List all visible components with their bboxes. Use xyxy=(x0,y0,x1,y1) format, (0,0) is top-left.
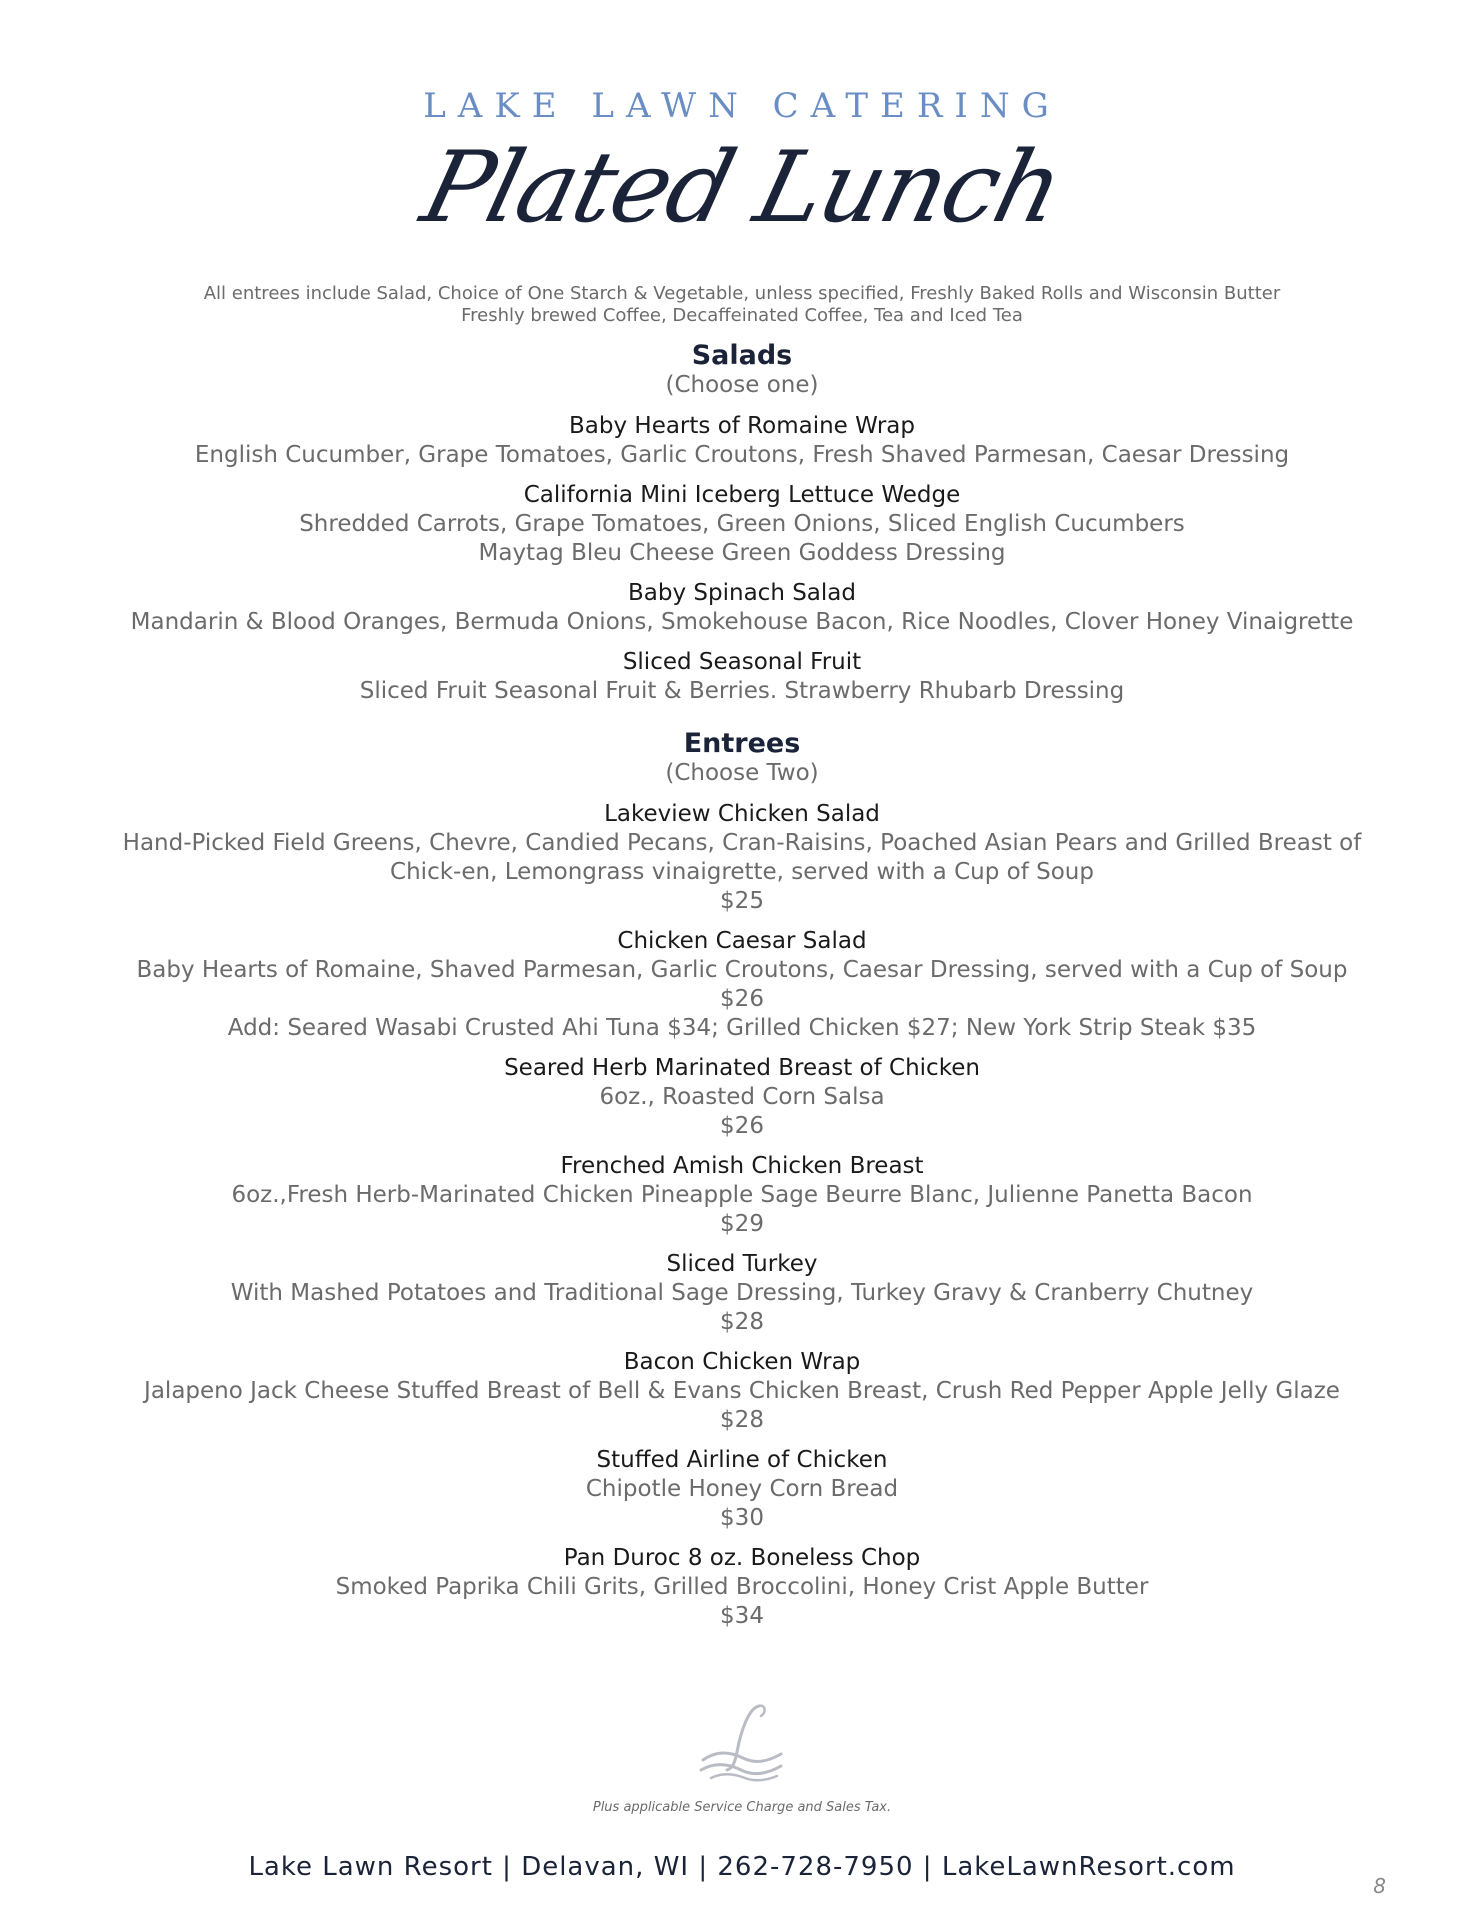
item-name: Lakeview Chicken Salad xyxy=(604,801,880,827)
intro-line: All entrees include Salad, Choice of One Starch & Vegetable, unless specified, Freshly Baked Rolls and Wisconsin Butter xyxy=(203,283,1281,304)
item-name: Baby Hearts of Romaine Wrap xyxy=(569,413,915,439)
menu-item xyxy=(0,1446,1484,1533)
footer-contact: Lake Lawn Resort | Delavan, WI | 262-728-7950 | LakeLawnResort.com xyxy=(248,1852,1236,1882)
item-price: $26 xyxy=(720,986,764,1012)
item-description: Hand-Picked Field Greens, Chevre, Candied Pecans, Cran-Raisins, Poached Asian Pears and Grilled Breast of Chick-en, Lemongrass vinaigrette, served with a Cup of Soup xyxy=(122,830,1362,885)
item-name: Sliced Seasonal Fruit xyxy=(622,649,862,675)
menu-item xyxy=(0,412,1484,470)
item-name: Bacon Chicken Wrap xyxy=(623,1349,861,1375)
menu-item xyxy=(0,927,1484,1043)
menu-item xyxy=(0,648,1484,706)
tax-note: Plus applicable Service Charge and Sales Tax. xyxy=(592,1800,892,1815)
menu-item xyxy=(0,1250,1484,1337)
item-name: Sliced Turkey xyxy=(666,1251,818,1277)
item-description: Mandarin & Blood Oranges, Bermuda Onions, Smokehouse Bacon, Rice Noodles, Clover Honey Vinaigrette xyxy=(130,609,1354,635)
item-description: Shredded Carrots, Grape Tomatoes, Green Onions, Sliced English Cucumbers xyxy=(299,511,1185,537)
menu-item xyxy=(0,1152,1484,1239)
menu-item xyxy=(0,800,1484,916)
item-description: English Cucumber, Grape Tomatoes, Garlic Croutons, Fresh Shaved Parmesan, Caesar Dressing xyxy=(194,442,1290,468)
item-price: $29 xyxy=(720,1211,764,1237)
item-description: Baby Hearts of Romaine, Shaved Parmesan, Garlic Croutons, Caesar Dressing, served with a Cup of Soup xyxy=(136,957,1348,983)
item-description: 6oz., Roasted Corn Salsa xyxy=(599,1084,885,1110)
page-number: 8 xyxy=(1373,1874,1386,1898)
page-title: Plated Lunch xyxy=(411,131,1073,245)
item-price: $28 xyxy=(720,1407,764,1433)
item-name: Baby Spinach Salad xyxy=(628,580,856,606)
item-description: Maytag Bleu Cheese Green Goddess Dressing xyxy=(478,540,1006,566)
item-price: $34 xyxy=(720,1603,764,1629)
item-price: $28 xyxy=(720,1309,764,1335)
item-name: California Mini Iceberg Lettuce Wedge xyxy=(523,482,961,508)
menu-item xyxy=(0,1054,1484,1141)
item-description: Sliced Fruit Seasonal Fruit & Berries. Strawberry Rhubarb Dressing xyxy=(359,678,1125,704)
item-price: $25 xyxy=(720,888,764,914)
entrees-choose-note: (Choose Two) xyxy=(665,760,819,786)
brand-title: LAKE LAWN CATERING xyxy=(423,86,1061,126)
item-price: $30 xyxy=(720,1505,764,1531)
item-name: Chicken Caesar Salad xyxy=(617,928,867,954)
entrees-heading: Entrees xyxy=(683,728,801,759)
item-description: 6oz.,Fresh Herb-Marinated Chicken Pineapple Sage Beurre Blanc, Julienne Panetta Bacon xyxy=(231,1182,1253,1208)
item-addons: Add: Seared Wasabi Crusted Ahi Tuna $34; Grilled Chicken $27; New York Strip Steak $35 xyxy=(227,1015,1257,1041)
item-name: Seared Herb Marinated Breast of Chicken xyxy=(504,1055,980,1081)
item-name: Stuffed Airline of Chicken xyxy=(596,1447,888,1473)
item-description: Chipotle Honey Corn Bread xyxy=(585,1476,899,1502)
item-description: Smoked Paprika Chili Grits, Grilled Broccolini, Honey Crist Apple Butter xyxy=(335,1574,1149,1600)
lake-lawn-logo-icon xyxy=(697,1700,787,1784)
item-description: Jalapeno Jack Cheese Stuffed Breast of Bell & Evans Chicken Breast, Crush Red Pepper Apple Jelly Glaze xyxy=(144,1378,1340,1404)
salads-heading: Salads xyxy=(691,340,793,371)
item-name: Pan Duroc 8 oz. Boneless Chop xyxy=(563,1545,921,1571)
intro-text xyxy=(0,283,1484,327)
entrees-list xyxy=(0,800,1484,1642)
menu-item xyxy=(0,1544,1484,1631)
menu-item xyxy=(0,579,1484,637)
item-description: With Mashed Potatoes and Traditional Sage Dressing, Turkey Gravy & Cranberry Chutney xyxy=(230,1280,1254,1306)
menu-item xyxy=(0,1348,1484,1435)
intro-line: Freshly brewed Coffee, Decaffeinated Coffee, Tea and Iced Tea xyxy=(461,305,1023,326)
item-price: $26 xyxy=(720,1113,764,1139)
item-name: Frenched Amish Chicken Breast xyxy=(560,1153,924,1179)
salads-choose-note: (Choose one) xyxy=(665,372,819,398)
salads-list xyxy=(0,412,1484,717)
menu-item xyxy=(0,481,1484,568)
